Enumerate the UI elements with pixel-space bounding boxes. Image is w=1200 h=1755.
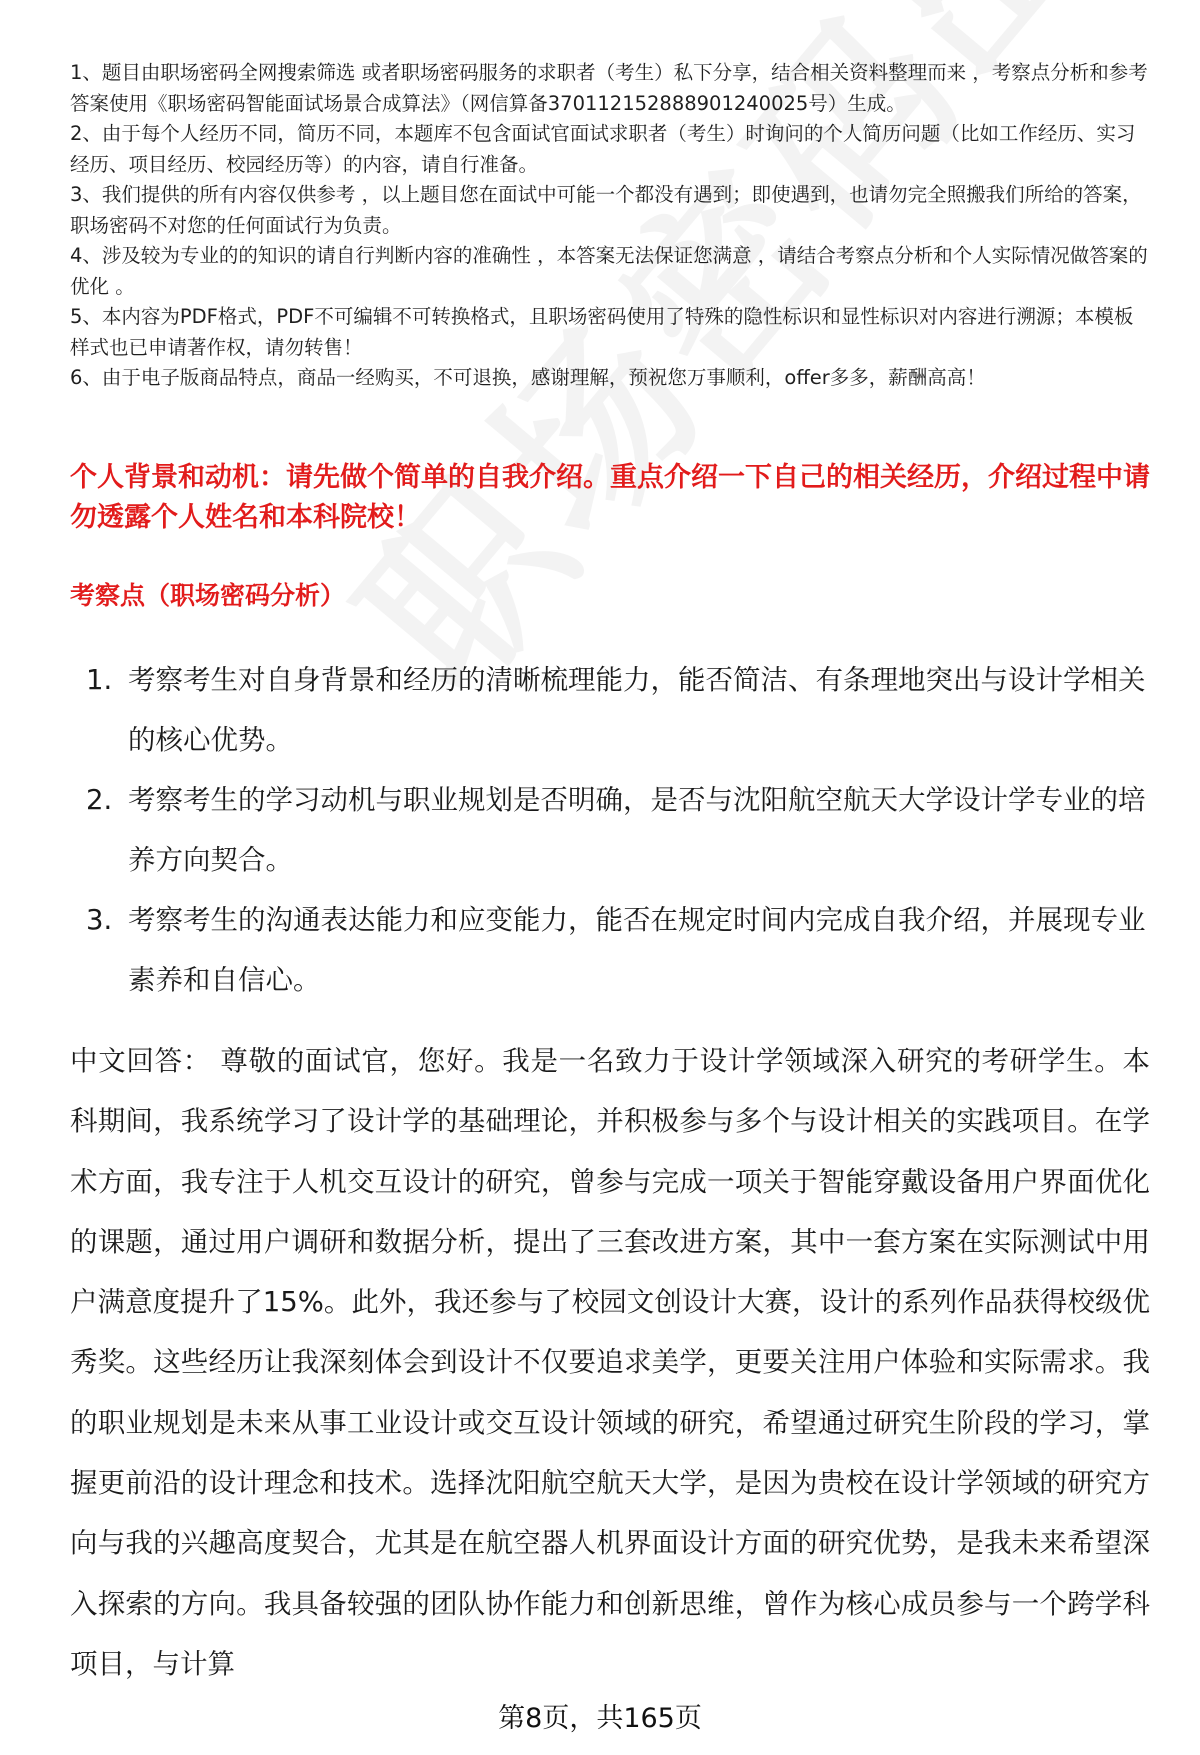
point-number: 2. [86,784,113,816]
disclaimer-note-6: 6、由于电子版商品特点，商品一经购买，不可退换，感谢理解，预祝您万事顺利，offer多多，薪酬高高！ [70,366,986,389]
disclaimer-note-5: 5、本内容为PDF格式，PDF不可编辑不可转换格式，且职场密码使用了特殊的隐性标识和显性标识对内容进行溯源；本模板样式也已申请著作权，请勿转售！ [70,305,1134,359]
page-number: 第8页，共165页 [498,1703,702,1734]
disclaimer-note-4: 4、涉及较为专业的的知识的请自行判断内容的准确性 ，本答案无法保证您满意 ，请结合考察点分析和个人实际情况做答案的优化 。 [70,244,1148,298]
point-text: 考察考生的学习动机与职业规划是否明确，是否与沈阳航空航天大学设计学专业的培养方向契合。 [128,784,1146,876]
point-number: 1. [86,664,113,696]
disclaimer-note-3: 3、我们提供的所有内容仅供参考 ，以上题目您在面试中可能一个都没有遇到；即使遇到，也请勿完全照搬我们所给的答案，职场密码不对您的任何面试行为负责。 [70,183,1142,237]
interview-question: 个人背景和动机：请先做个简单的自我介绍。重点介绍一下自己的相关经历，介绍过程中请勿透露个人姓名和本科院校！ [70,462,1150,533]
points-heading: 考察点（职场密码分析） [70,581,346,610]
disclaimer-note-2: 2、由于每个人经历不同，简历不同，本题库不包含面试官面试求职者（考生）时询问的个人简历问题（比如工作经历、实习经历、项目经历、校园经历等）的内容，请自行准备。 [70,122,1136,176]
assessment-points-list [70,650,1150,1010]
assessment-point [70,770,1150,890]
point-number: 3. [86,904,113,936]
assessment-point [70,890,1150,1010]
point-text: 考察考生的沟通表达能力和应变能力，能否在规定时间内完成自我介绍，并展现专业素养和自信心。 [128,904,1146,996]
disclaimer-notes [70,58,1150,394]
answer-paragraph: 中文回答： 尊敬的面试官，您好。我是一名致力于设计学领域深入研究的考研学生。本科期间，我系统学习了设计学的基础理论，并积极参与多个与设计相关的实践项目。在学术方面，我专注于人机交互设计的研究，曾参与完成一项关于智能穿戴设备用户界面优化的课题，通过用户调研和数据分析，提出了三套改进方案，其中一套方案在实际测试中用户满意度提升了15%。此外，我还参与了校园文创设计大赛，设计的系列作品获得校级优秀奖。这些经历让我深刻体会到设计不仅要追求美学，更要关注用户体验和实际需求。我的职业规划是未来从事工业设计或交互设计领域的研究，希望通过研究生阶段的学习，掌握更前沿的设计理念和技术。选择沈阳航空航天大学，是因为贵校在设计学领域的研究方向与我的兴趣高度契合，尤其是在航空器人机界面设计方面的研究优势，是我未来希望深入探索的方向。我具备较强的团队协作能力和创新思维，曾作为核心成员参与一个跨学科项目，与计算 [70,1045,1150,1680]
assessment-point [70,650,1150,770]
disclaimer-note-1: 1、题目由职场密码全网搜索筛选 或者职场密码服务的求职者（考生）私下分享，结合相关资料整理而来 ，考察点分析和参考答案使用《职场密码智能面试场景合成算法》（网信算备370112152888901240025号）生成。 [70,61,1148,115]
point-text: 考察考生对自身背景和经历的清晰梳理能力，能否简洁、有条理地突出与设计学相关的核心优势。 [128,664,1146,756]
